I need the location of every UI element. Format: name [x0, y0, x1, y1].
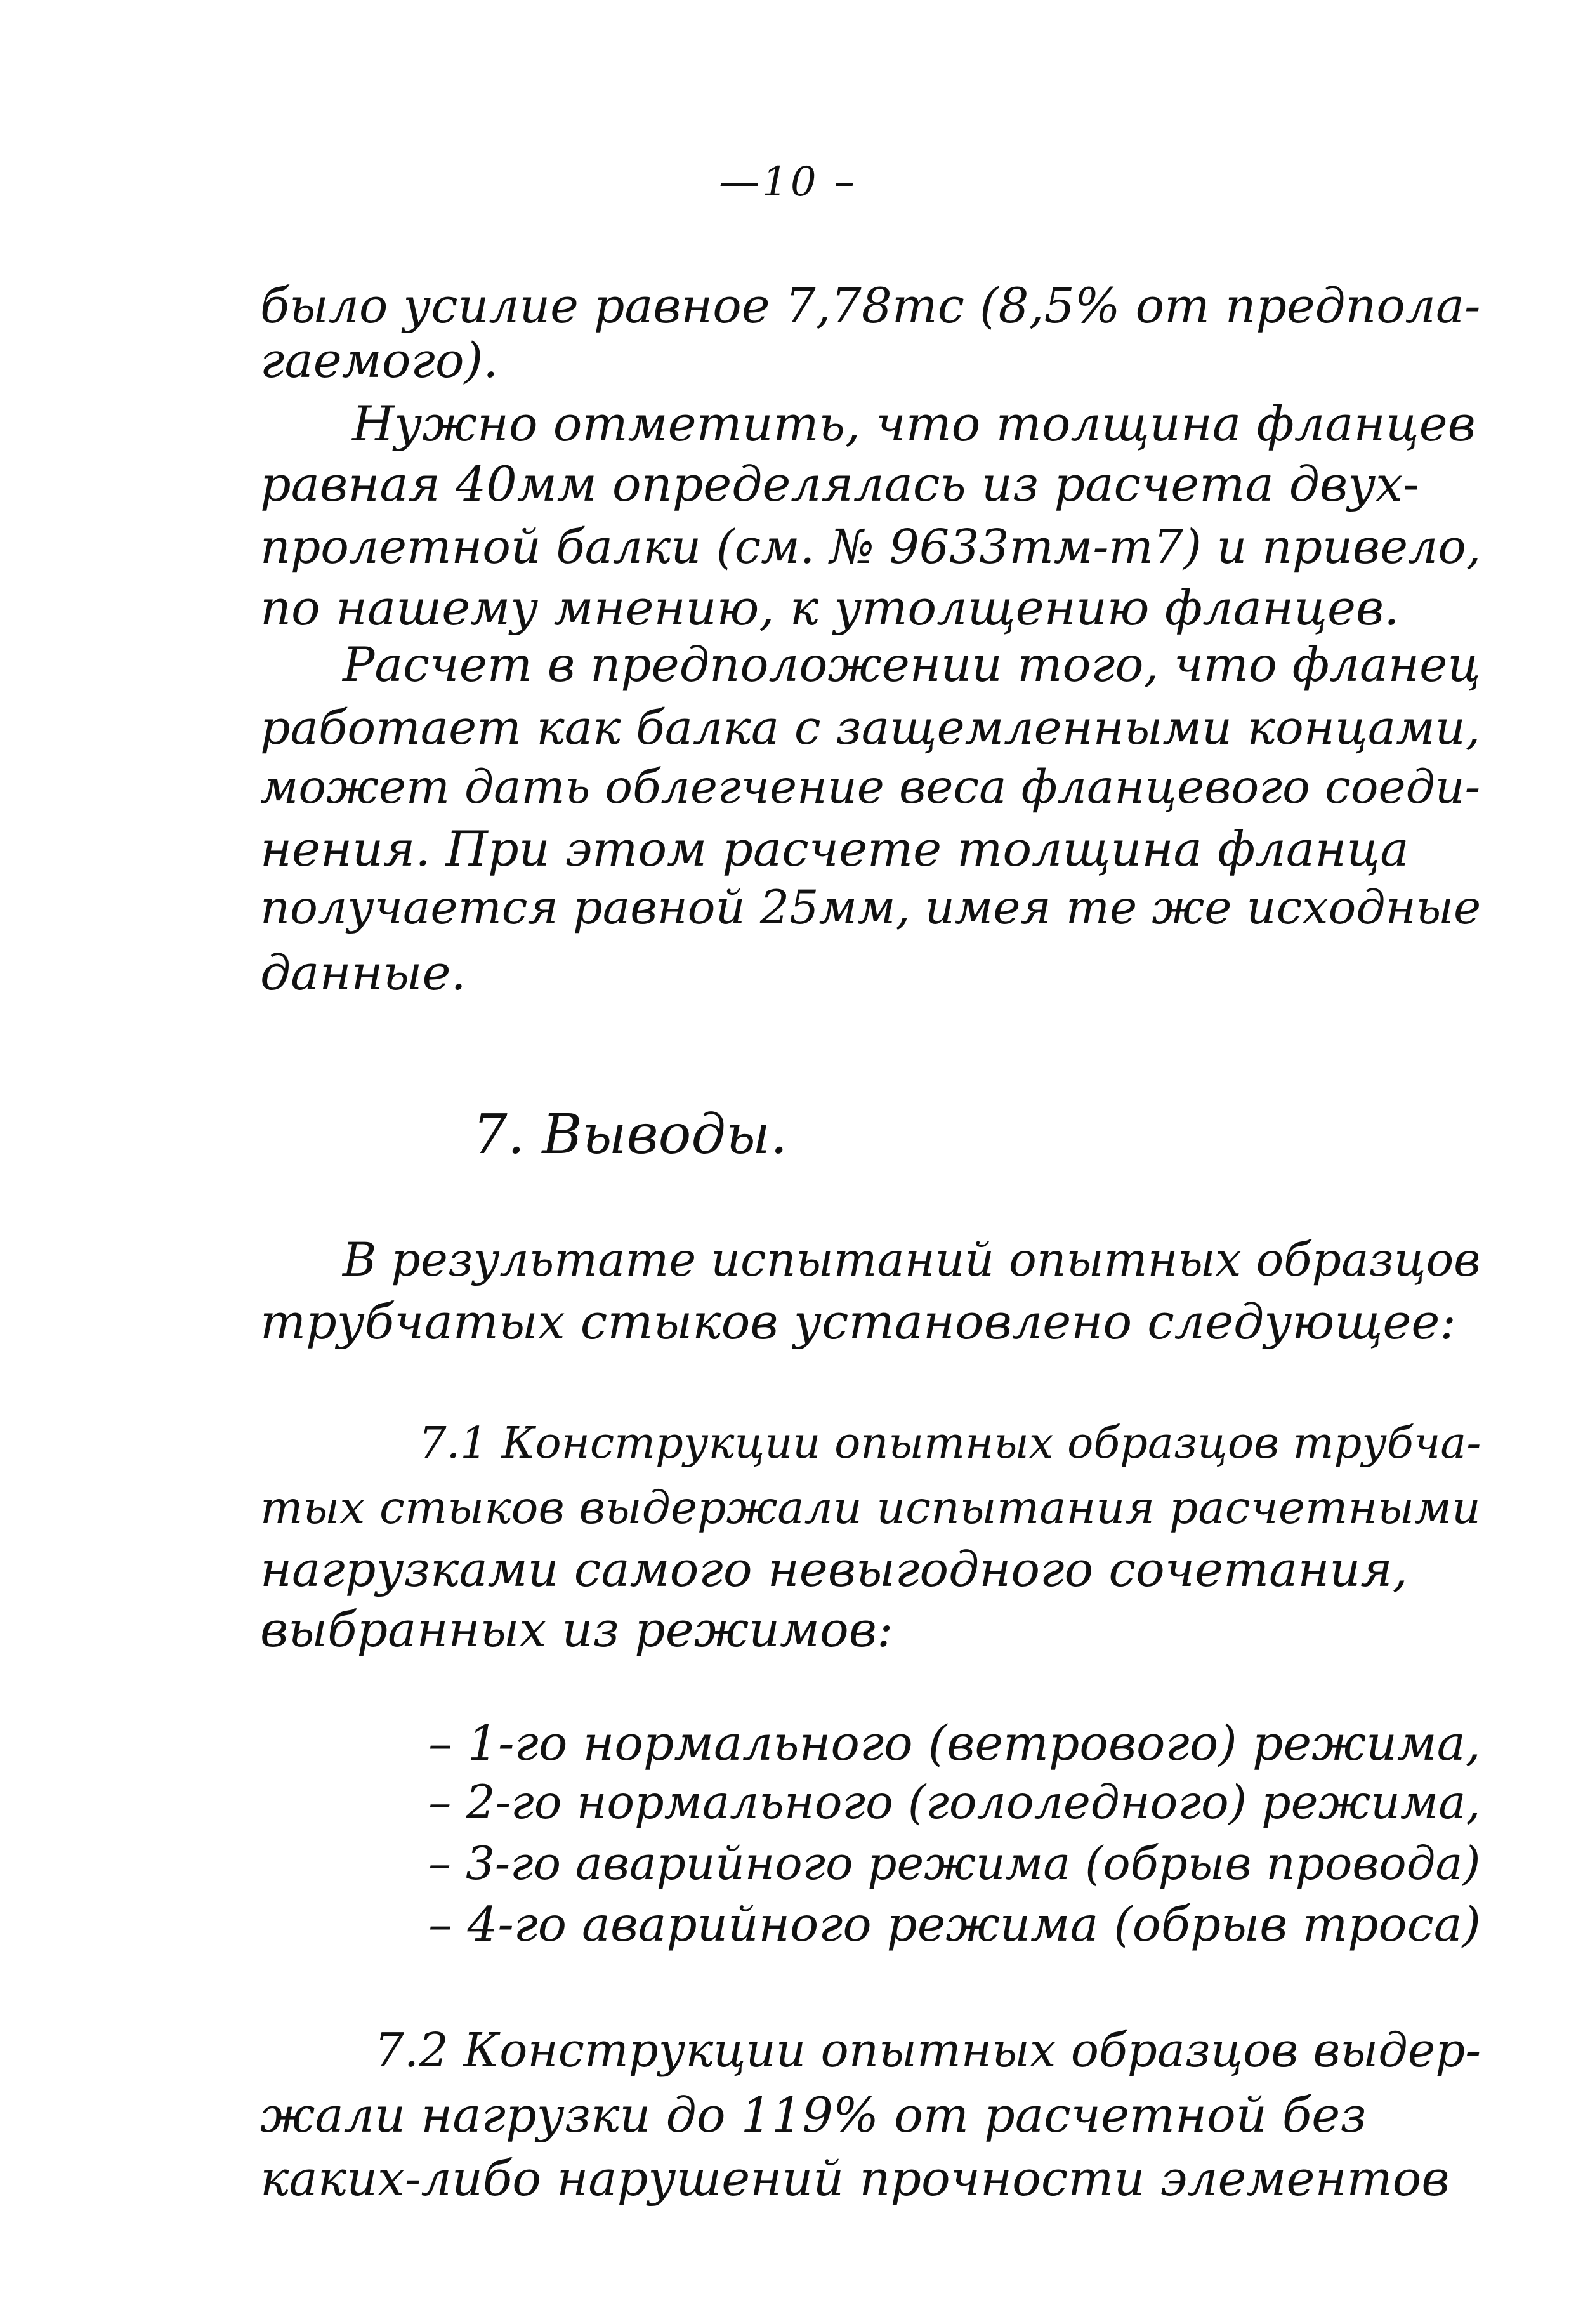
text-line: гаемого). [260, 332, 499, 388]
list-item: – 4-го аварийного режима (обрыв троса) [428, 1896, 1481, 1952]
text-line: выбранных из режимов: [260, 1601, 893, 1658]
text-line: В результате испытаний опытных образцов [343, 1234, 1481, 1287]
text-line: по нашему мнению, к утолщению фланцев. [260, 579, 1400, 636]
text-line: нения. При этом расчете толщина фланца [260, 821, 1409, 877]
text-line: Расчет в предположении того, что фланец [343, 637, 1481, 692]
section-heading: 7. Выводы. [473, 1103, 788, 1166]
page-number: —10 – [719, 159, 857, 206]
text-line: данные. [260, 944, 466, 1001]
text-line: может дать облегчение веса фланцевого соеди- [260, 760, 1481, 814]
text-line: работает как балка с защемленными концами, [260, 700, 1481, 755]
text-line: жали нагрузки до 119% от расчетной без [260, 2087, 1367, 2143]
text-line: каких-либо нарушений прочности элементов [260, 2150, 1450, 2207]
text-line: пролетной балки (см. № 9633тм-т7) и привело, [260, 520, 1481, 574]
text-line: Нужно отметить, что толщина фланцев [352, 395, 1476, 452]
text-line: 7.2 Конструкции опытных образцов выдер- [374, 2024, 1481, 2078]
text-line: трубчатых стыков установлено следующее: [260, 1293, 1456, 1350]
text-line: тых стыков выдержали испытания расчетными [260, 1481, 1481, 1534]
text-line: равная 40мм определялась из расчета двух- [260, 456, 1419, 512]
text-line: было усилие равное 7,78тс (8,5% от предпола- [260, 278, 1481, 334]
list-item: – 1-го нормального (ветрового) режима, [428, 1715, 1481, 1771]
text-line: получается равной 25мм, имея те же исходные [260, 881, 1481, 935]
list-item: – 3-го аварийного режима (обрыв провода) [428, 1837, 1481, 1890]
text-line: 7.1 Конструкции опытных образцов трубча- [419, 1418, 1481, 1469]
list-item: – 2-го нормального (гололедного) режима, [428, 1776, 1481, 1830]
text-line: нагрузками самого невыгодного сочетания, [260, 1541, 1408, 1597]
